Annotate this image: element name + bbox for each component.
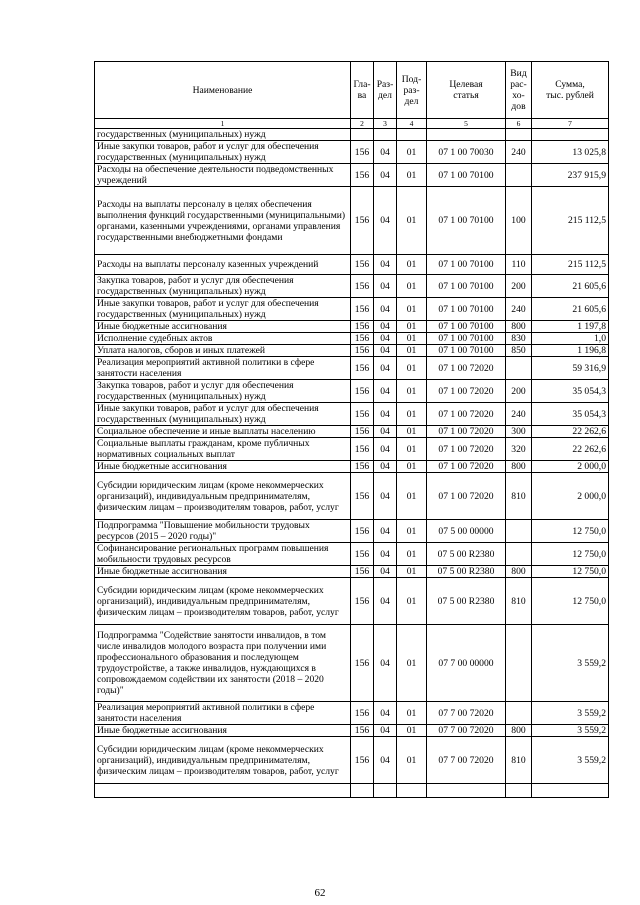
row-target: 07 1 00 72020 [427, 380, 506, 403]
column-number: 7 [532, 119, 609, 129]
row-chapter: 156 [351, 141, 374, 164]
row-expense-type [506, 543, 532, 566]
row-subsection: 01 [397, 566, 427, 578]
row-section: 04 [374, 426, 397, 438]
row-subsection: 01 [397, 725, 427, 737]
row-subsection: 01 [397, 255, 427, 275]
row-target: 07 1 00 70100 [427, 333, 506, 345]
row-section: 04 [374, 403, 397, 426]
row-chapter: 156 [351, 403, 374, 426]
empty-cell [506, 784, 532, 798]
row-name: Иные бюджетные ассигнования [95, 321, 351, 333]
row-target: 07 1 00 70030 [427, 141, 506, 164]
row-subsection: 01 [397, 438, 427, 461]
table-row [95, 725, 609, 737]
table-row [95, 357, 609, 380]
row-target: 07 1 00 70100 [427, 164, 506, 187]
budget-table [94, 61, 609, 798]
column-number: 3 [374, 119, 397, 129]
row-target: 07 1 00 72020 [427, 403, 506, 426]
empty-cell [374, 784, 397, 798]
row-name: Субсидии юридическим лицам (кроме некоммерческих организаций), индивидуальным предпринимателям, физическим лицам – производителям товаров, работ, услуг [95, 737, 351, 784]
row-sum: 1,0 [532, 333, 609, 345]
header-name: Наименование [95, 62, 351, 119]
table-row [95, 164, 609, 187]
row-sum: 35 054,3 [532, 380, 609, 403]
row-chapter: 156 [351, 333, 374, 345]
page-number: 62 [314, 887, 326, 899]
row-target: 07 5 00 R2380 [427, 578, 506, 625]
row-target: 07 1 00 70100 [427, 275, 506, 298]
row-target: 07 1 00 70100 [427, 298, 506, 321]
row-expense-type: 240 [506, 403, 532, 426]
row-expense-type: 240 [506, 141, 532, 164]
row-chapter: 156 [351, 164, 374, 187]
row-name: Подпрограмма "Повышение мобильности трудовых ресурсов (2015 – 2020 годы)" [95, 520, 351, 543]
row-name: Социальное обеспечение и иные выплаты населению [95, 426, 351, 438]
row-section: 04 [374, 321, 397, 333]
row-expense-type: 800 [506, 725, 532, 737]
column-number-row [95, 119, 609, 129]
empty-cell [427, 784, 506, 798]
row-chapter: 156 [351, 426, 374, 438]
row-chapter [351, 129, 374, 141]
empty-cell [532, 784, 609, 798]
row-section: 04 [374, 543, 397, 566]
row-name: Софинансирование региональных программ повышения мобильности трудовых ресурсов [95, 543, 351, 566]
row-section [374, 129, 397, 141]
column-number: 2 [351, 119, 374, 129]
table-row [95, 255, 609, 275]
row-chapter: 156 [351, 438, 374, 461]
table-row [95, 438, 609, 461]
table-row [95, 520, 609, 543]
row-subsection: 01 [397, 426, 427, 438]
column-number: 1 [95, 119, 351, 129]
row-subsection: 01 [397, 578, 427, 625]
row-name: Субсидии юридическим лицам (кроме некоммерческих организаций), индивидуальным предпринимателям, физическим лицам – производителям товаров, работ, услуг [95, 473, 351, 520]
row-subsection: 01 [397, 543, 427, 566]
table-row [95, 578, 609, 625]
row-name: Иные закупки товаров, работ и услуг для обеспечения государственных (муниципальных) нужд [95, 141, 351, 164]
table-row [95, 702, 609, 725]
row-target: 07 5 00 R2380 [427, 566, 506, 578]
row-name: Иные закупки товаров, работ и услуг для обеспечения государственных (муниципальных) нужд [95, 298, 351, 321]
row-section: 04 [374, 625, 397, 702]
table-row [95, 403, 609, 426]
row-name: Иные бюджетные ассигнования [95, 461, 351, 473]
row-sum: 215 112,5 [532, 187, 609, 255]
row-chapter: 156 [351, 737, 374, 784]
row-chapter: 156 [351, 187, 374, 255]
row-chapter: 156 [351, 357, 374, 380]
row-name: Расходы на обеспечение деятельности подведомственных учреждений [95, 164, 351, 187]
row-sum: 3 559,2 [532, 625, 609, 702]
row-subsection: 01 [397, 520, 427, 543]
row-section: 04 [374, 298, 397, 321]
row-sum: 12 750,0 [532, 566, 609, 578]
row-expense-type: 110 [506, 255, 532, 275]
row-subsection: 01 [397, 625, 427, 702]
row-expense-type: 320 [506, 438, 532, 461]
row-target: 07 7 00 72020 [427, 702, 506, 725]
row-chapter: 156 [351, 473, 374, 520]
row-target: 07 1 00 70100 [427, 255, 506, 275]
row-expense-type [506, 129, 532, 141]
row-name: Закупка товаров, работ и услуг для обеспечения государственных (муниципальных) нужд [95, 380, 351, 403]
row-chapter: 156 [351, 625, 374, 702]
row-sum: 21 605,6 [532, 298, 609, 321]
row-target: 07 7 00 00000 [427, 625, 506, 702]
row-expense-type [506, 625, 532, 702]
row-sum: 13 025,8 [532, 141, 609, 164]
row-name: Реализация мероприятий активной политики в сфере занятости населения [95, 357, 351, 380]
column-number: 6 [506, 119, 532, 129]
row-name: государственных (муниципальных) нужд [95, 129, 351, 141]
row-target: 07 1 00 72020 [427, 473, 506, 520]
row-section: 04 [374, 578, 397, 625]
row-chapter: 156 [351, 543, 374, 566]
row-section: 04 [374, 141, 397, 164]
row-subsection: 01 [397, 737, 427, 784]
row-chapter: 156 [351, 321, 374, 333]
row-expense-type [506, 164, 532, 187]
header-row [95, 62, 609, 119]
row-sum [532, 129, 609, 141]
row-subsection: 01 [397, 461, 427, 473]
row-sum: 22 262,6 [532, 438, 609, 461]
row-sum: 59 316,9 [532, 357, 609, 380]
row-subsection: 01 [397, 380, 427, 403]
row-sum: 12 750,0 [532, 578, 609, 625]
table-row [95, 321, 609, 333]
row-target: 07 1 00 70100 [427, 187, 506, 255]
row-name: Подпрограмма "Содействие занятости инвалидов, в том числе инвалидов молодого возраста при получении ими профессионального образования и последующем трудоустройстве, а также инвалидов, нуждающихся в сопровождаемом содействии их занятости (2018 – 2020 годы)" [95, 625, 351, 702]
row-section: 04 [374, 725, 397, 737]
row-subsection: 01 [397, 298, 427, 321]
row-expense-type: 200 [506, 275, 532, 298]
column-number: 5 [427, 119, 506, 129]
row-name: Исполнение судебных актов [95, 333, 351, 345]
table-row [95, 737, 609, 784]
header-subsection: Под- раз- дел [397, 62, 427, 119]
row-subsection: 01 [397, 702, 427, 725]
row-expense-type: 810 [506, 473, 532, 520]
row-target [427, 129, 506, 141]
row-chapter: 156 [351, 380, 374, 403]
table-row [95, 275, 609, 298]
table-row [95, 543, 609, 566]
row-section: 04 [374, 164, 397, 187]
row-name: Социальные выплаты гражданам, кроме публичных нормативных социальных выплат [95, 438, 351, 461]
row-target: 07 5 00 R2380 [427, 543, 506, 566]
table-row [95, 461, 609, 473]
row-name: Закупка товаров, работ и услуг для обеспечения государственных (муниципальных) нужд [95, 275, 351, 298]
header-expense-type: Вид рас- хо- дов [506, 62, 532, 119]
row-chapter: 156 [351, 461, 374, 473]
table-row [95, 298, 609, 321]
row-target: 07 1 00 72020 [427, 438, 506, 461]
row-expense-type: 800 [506, 321, 532, 333]
table-row [95, 345, 609, 357]
row-subsection: 01 [397, 321, 427, 333]
header-chapter: Гла- ва [351, 62, 374, 119]
row-section: 04 [374, 333, 397, 345]
row-target: 07 1 00 70100 [427, 345, 506, 357]
row-subsection: 01 [397, 403, 427, 426]
row-sum: 3 559,2 [532, 702, 609, 725]
row-chapter: 156 [351, 255, 374, 275]
row-expense-type [506, 520, 532, 543]
row-name: Расходы на выплаты персоналу казенных учреждений [95, 255, 351, 275]
row-target: 07 1 00 70100 [427, 321, 506, 333]
table-row [95, 187, 609, 255]
row-expense-type [506, 357, 532, 380]
header-section: Раз- дел [374, 62, 397, 119]
empty-cell [95, 784, 351, 798]
row-section: 04 [374, 737, 397, 784]
row-name: Иные бюджетные ассигнования [95, 725, 351, 737]
row-expense-type: 800 [506, 566, 532, 578]
row-target: 07 1 00 72020 [427, 357, 506, 380]
row-section: 04 [374, 461, 397, 473]
row-target: 07 5 00 00000 [427, 520, 506, 543]
row-expense-type: 100 [506, 187, 532, 255]
row-sum: 21 605,6 [532, 275, 609, 298]
row-subsection: 01 [397, 473, 427, 520]
row-target: 07 1 00 72020 [427, 426, 506, 438]
row-expense-type: 300 [506, 426, 532, 438]
row-section: 04 [374, 566, 397, 578]
row-section: 04 [374, 438, 397, 461]
row-sum: 12 750,0 [532, 543, 609, 566]
row-sum: 2 000,0 [532, 473, 609, 520]
row-chapter: 156 [351, 702, 374, 725]
row-name: Расходы на выплаты персоналу в целях обеспечения выполнения функций государственными (муниципальными) органами, казенными учреждениями, органами управления государственными внебюджетными фондами [95, 187, 351, 255]
row-section: 04 [374, 187, 397, 255]
row-section: 04 [374, 702, 397, 725]
row-chapter: 156 [351, 566, 374, 578]
row-section: 04 [374, 520, 397, 543]
empty-cell [397, 784, 427, 798]
row-chapter: 156 [351, 298, 374, 321]
row-chapter: 156 [351, 578, 374, 625]
table-row [95, 473, 609, 520]
row-expense-type [506, 702, 532, 725]
row-name: Уплата налогов, сборов и иных платежей [95, 345, 351, 357]
row-subsection: 01 [397, 333, 427, 345]
row-expense-type: 800 [506, 461, 532, 473]
row-sum: 35 054,3 [532, 403, 609, 426]
row-name: Реализация мероприятий активной политики в сфере занятости населения [95, 702, 351, 725]
table-body [95, 129, 609, 798]
column-number: 4 [397, 119, 427, 129]
row-expense-type: 830 [506, 333, 532, 345]
header-sum: Сумма, тыс. рублей [532, 62, 609, 119]
row-sum: 215 112,5 [532, 255, 609, 275]
empty-cell [351, 784, 374, 798]
table-row [95, 380, 609, 403]
row-expense-type: 850 [506, 345, 532, 357]
row-subsection: 01 [397, 164, 427, 187]
row-target: 07 1 00 72020 [427, 461, 506, 473]
row-subsection: 01 [397, 345, 427, 357]
row-subsection: 01 [397, 187, 427, 255]
row-section: 04 [374, 380, 397, 403]
row-expense-type: 200 [506, 380, 532, 403]
row-expense-type: 810 [506, 578, 532, 625]
row-sum: 237 915,9 [532, 164, 609, 187]
row-sum: 12 750,0 [532, 520, 609, 543]
row-chapter: 156 [351, 275, 374, 298]
row-subsection: 01 [397, 141, 427, 164]
table-row [95, 566, 609, 578]
row-target: 07 7 00 72020 [427, 725, 506, 737]
row-expense-type: 240 [506, 298, 532, 321]
row-expense-type: 810 [506, 737, 532, 784]
row-subsection: 01 [397, 357, 427, 380]
row-sum: 1 197,8 [532, 321, 609, 333]
row-subsection: 01 [397, 275, 427, 298]
row-section: 04 [374, 357, 397, 380]
row-section: 04 [374, 345, 397, 357]
table-row [95, 333, 609, 345]
row-sum: 2 000,0 [532, 461, 609, 473]
table-row [95, 129, 609, 141]
row-sum: 22 262,6 [532, 426, 609, 438]
table-row [95, 141, 609, 164]
row-chapter: 156 [351, 345, 374, 357]
table-row [95, 625, 609, 702]
row-section: 04 [374, 255, 397, 275]
row-sum: 3 559,2 [532, 737, 609, 784]
row-name: Иные закупки товаров, работ и услуг для обеспечения государственных (муниципальных) нужд [95, 403, 351, 426]
row-section: 04 [374, 275, 397, 298]
header-target: Целевая статья [427, 62, 506, 119]
row-sum: 3 559,2 [532, 725, 609, 737]
row-name: Субсидии юридическим лицам (кроме некоммерческих организаций), индивидуальным предпринимателям, физическим лицам – производителям товаров, работ, услуг [95, 578, 351, 625]
row-chapter: 156 [351, 725, 374, 737]
empty-row [95, 784, 609, 798]
row-section: 04 [374, 473, 397, 520]
row-name: Иные бюджетные ассигнования [95, 566, 351, 578]
row-chapter: 156 [351, 520, 374, 543]
table-row [95, 426, 609, 438]
row-sum: 1 196,8 [532, 345, 609, 357]
row-target: 07 7 00 72020 [427, 737, 506, 784]
row-subsection [397, 129, 427, 141]
